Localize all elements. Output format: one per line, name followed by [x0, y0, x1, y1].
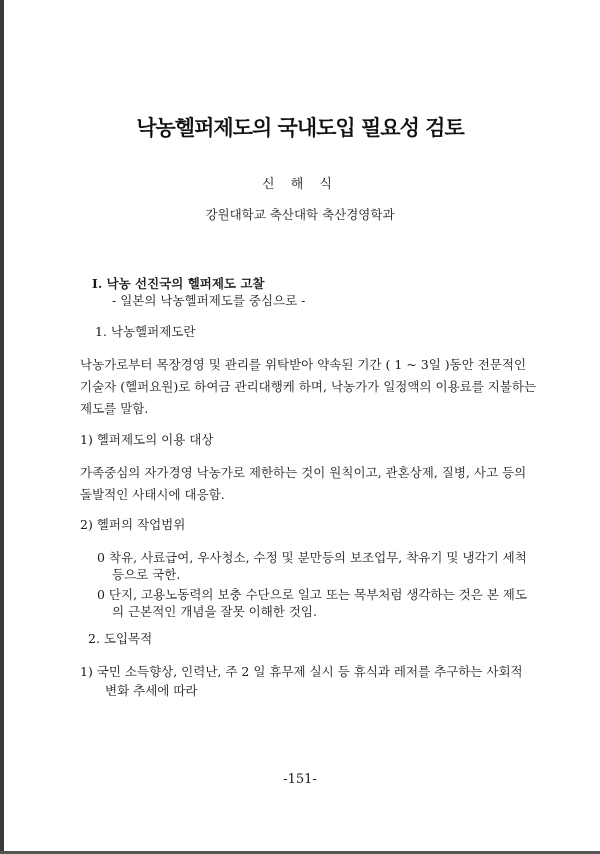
section-heading: Ⅰ. 낙농 선진국의 헬퍼제도 고찰 [92, 276, 265, 291]
definition-line-3: 제도를 말함. [80, 401, 149, 416]
section-subtitle: - 일본의 낙농헬퍼제도를 중심으로 - [112, 293, 306, 308]
author-affiliation: 강원대학교 축산대학 축산경영학과 [205, 207, 395, 222]
purpose-item-1-line-1: 1) 국민 소득향상, 인력난, 주 2 일 휴무제 실시 등 휴식과 레저를 추구하는 사회적 [80, 664, 523, 679]
page-number: -151- [283, 772, 317, 787]
subsection-heading-1: 1. 낙농헬퍼제도란 [95, 324, 196, 339]
document-title: 낙농헬퍼제도의 국내도입 필요성 검토 [136, 115, 464, 140]
work-scope-bullet-2-line-2: 의 근본적인 개념을 잘못 이해한 것임. [112, 604, 317, 619]
item-heading-usage-target: 1) 헬퍼제도의 이용 대상 [80, 432, 214, 447]
work-scope-bullet-1-line-2: 등으로 국한. [112, 567, 181, 582]
subsection-heading-2: 2. 도입목적 [88, 631, 153, 646]
purpose-item-1-line-2: 변화 추세에 따라 [105, 683, 198, 698]
definition-line-1: 낙농가로부터 목장경영 및 관리를 위탁받아 약속된 기간 ( 1 ~ 3일 )동안 전문적인 [80, 357, 527, 372]
work-scope-bullet-2-line-1: 0 단지, 고용노동력의 보충 수단으로 일고 또는 목부처럼 생각하는 것은 본 제도 [97, 587, 527, 602]
usage-target-line-2: 돌발적인 사태시에 대응함. [80, 487, 225, 502]
item-heading-work-scope: 2) 헬퍼의 작업범위 [80, 517, 186, 532]
author-name: 신 해 식 [262, 177, 338, 192]
work-scope-bullet-1-line-1: 0 착유, 사료급여, 우사청소, 수정 및 분만등의 보조업무, 착유기 및 냉각기 세척 [97, 550, 527, 565]
usage-target-line-1: 가족중심의 자가경영 낙농가로 제한하는 것이 원칙이고, 관혼상제, 질병, 사고 등의 [80, 465, 527, 480]
definition-line-2: 기술자 (헬퍼요원)로 하여금 관리대행케 하며, 낙농가가 일정액의 이용료를 지불하는 [80, 379, 537, 394]
